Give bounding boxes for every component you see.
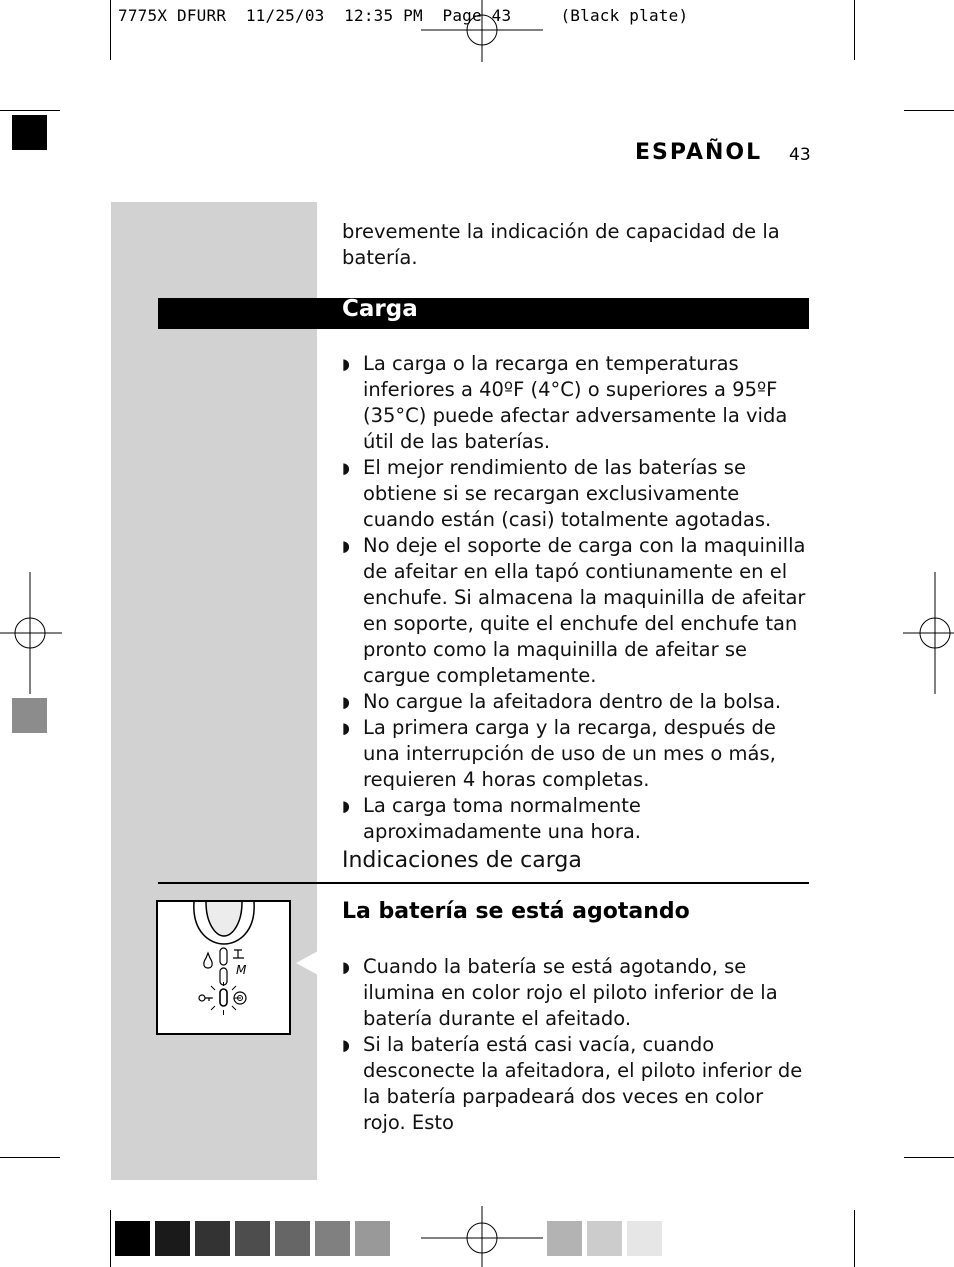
bullet-marker-icon: ◗ xyxy=(342,797,350,815)
color-swatch xyxy=(195,1221,230,1256)
callout-pointer xyxy=(296,951,318,975)
svg-text:M: M xyxy=(236,963,247,977)
bullet-marker-icon: ◗ xyxy=(342,693,350,711)
bullet-marker-icon: ◗ xyxy=(342,958,350,976)
registration-target-left xyxy=(0,572,62,694)
list-item: ◗ No cargue la afeitadora dentro de la bolsa. xyxy=(342,690,782,713)
section-title-carga: Carga xyxy=(342,296,418,322)
section-title-indicaciones: Indicaciones de carga xyxy=(342,848,582,873)
list-item: ◗ La carga toma normalmente aproximadamente una hora. xyxy=(342,794,641,843)
color-swatch xyxy=(275,1221,310,1256)
bullet-marker-icon: ◗ xyxy=(342,719,350,737)
registration-target-bottom xyxy=(421,1206,543,1267)
registration-target-top xyxy=(421,0,543,62)
color-swatch xyxy=(315,1221,350,1256)
color-swatch xyxy=(627,1221,662,1256)
list-item: ◗ La primera carga y la recarga, después de una interrupción de uso de un mes o más, requieren 4 horas completas. xyxy=(342,716,776,791)
color-swatch xyxy=(587,1221,622,1256)
page-number: 43 xyxy=(789,145,811,165)
subsection-title: La batería se está agotando xyxy=(342,899,690,924)
bullet-marker-icon: ◗ xyxy=(342,355,350,373)
color-swatch xyxy=(355,1221,390,1256)
section-bar xyxy=(158,298,809,329)
color-swatch xyxy=(547,1221,582,1256)
shaver-display-icon xyxy=(158,902,289,1033)
gray-density-patch xyxy=(12,698,47,733)
bullet-marker-icon: ◗ xyxy=(342,459,350,477)
bullet-marker-icon: ◗ xyxy=(342,1036,350,1054)
list-item: ◗ Cuando la batería se está agotando, se ilumina en color rojo el piloto inferior de la batería durante el afeitado. xyxy=(342,955,778,1030)
color-swatch xyxy=(235,1221,270,1256)
list-item: ◗ No deje el soporte de carga con la maquinilla de afeitar en ella tapó contiunamente en el enchufe. Si almacena la maquinilla de afeitar en soporte, quite el enchufe del enchufe tan pronto como la maquinilla de afeitar se cargue completamente. xyxy=(342,534,806,687)
list-item: ◗ Si la batería está casi vacía, cuando desconecte la afeitadora, el piloto inferior de la batería parpadeará dos veces en color rojo. Esto xyxy=(342,1033,803,1134)
shaver-illustration xyxy=(156,900,291,1035)
intro-paragraph: brevemente la indicación de capacidad de la batería. xyxy=(342,220,780,269)
color-swatch xyxy=(115,1221,150,1256)
registration-target-right xyxy=(903,572,954,694)
list-item: ◗ La carga o la recarga en temperaturas inferiores a 40ºF (4°C) o superiores a 95ºF (35°C) puede afectar adversamente la vida útil de las baterías. xyxy=(342,352,788,453)
color-swatch xyxy=(155,1221,190,1256)
carga-bullet-list xyxy=(342,351,812,845)
language-heading: ESPAÑOL xyxy=(635,140,763,165)
bullet-marker-icon: ◗ xyxy=(342,537,350,555)
list-item: ◗ El mejor rendimiento de las baterías se obtiene si se recargan exclusivamente cuando están (casi) totalmente agotadas. xyxy=(342,456,772,531)
black-density-patch xyxy=(12,115,47,150)
section-divider xyxy=(158,882,809,884)
print-slug: 7775X DFURR 11/25/03 12:35 PM Page 43 (Black plate) xyxy=(118,6,689,25)
indicaciones-bullet-list xyxy=(342,954,812,1136)
